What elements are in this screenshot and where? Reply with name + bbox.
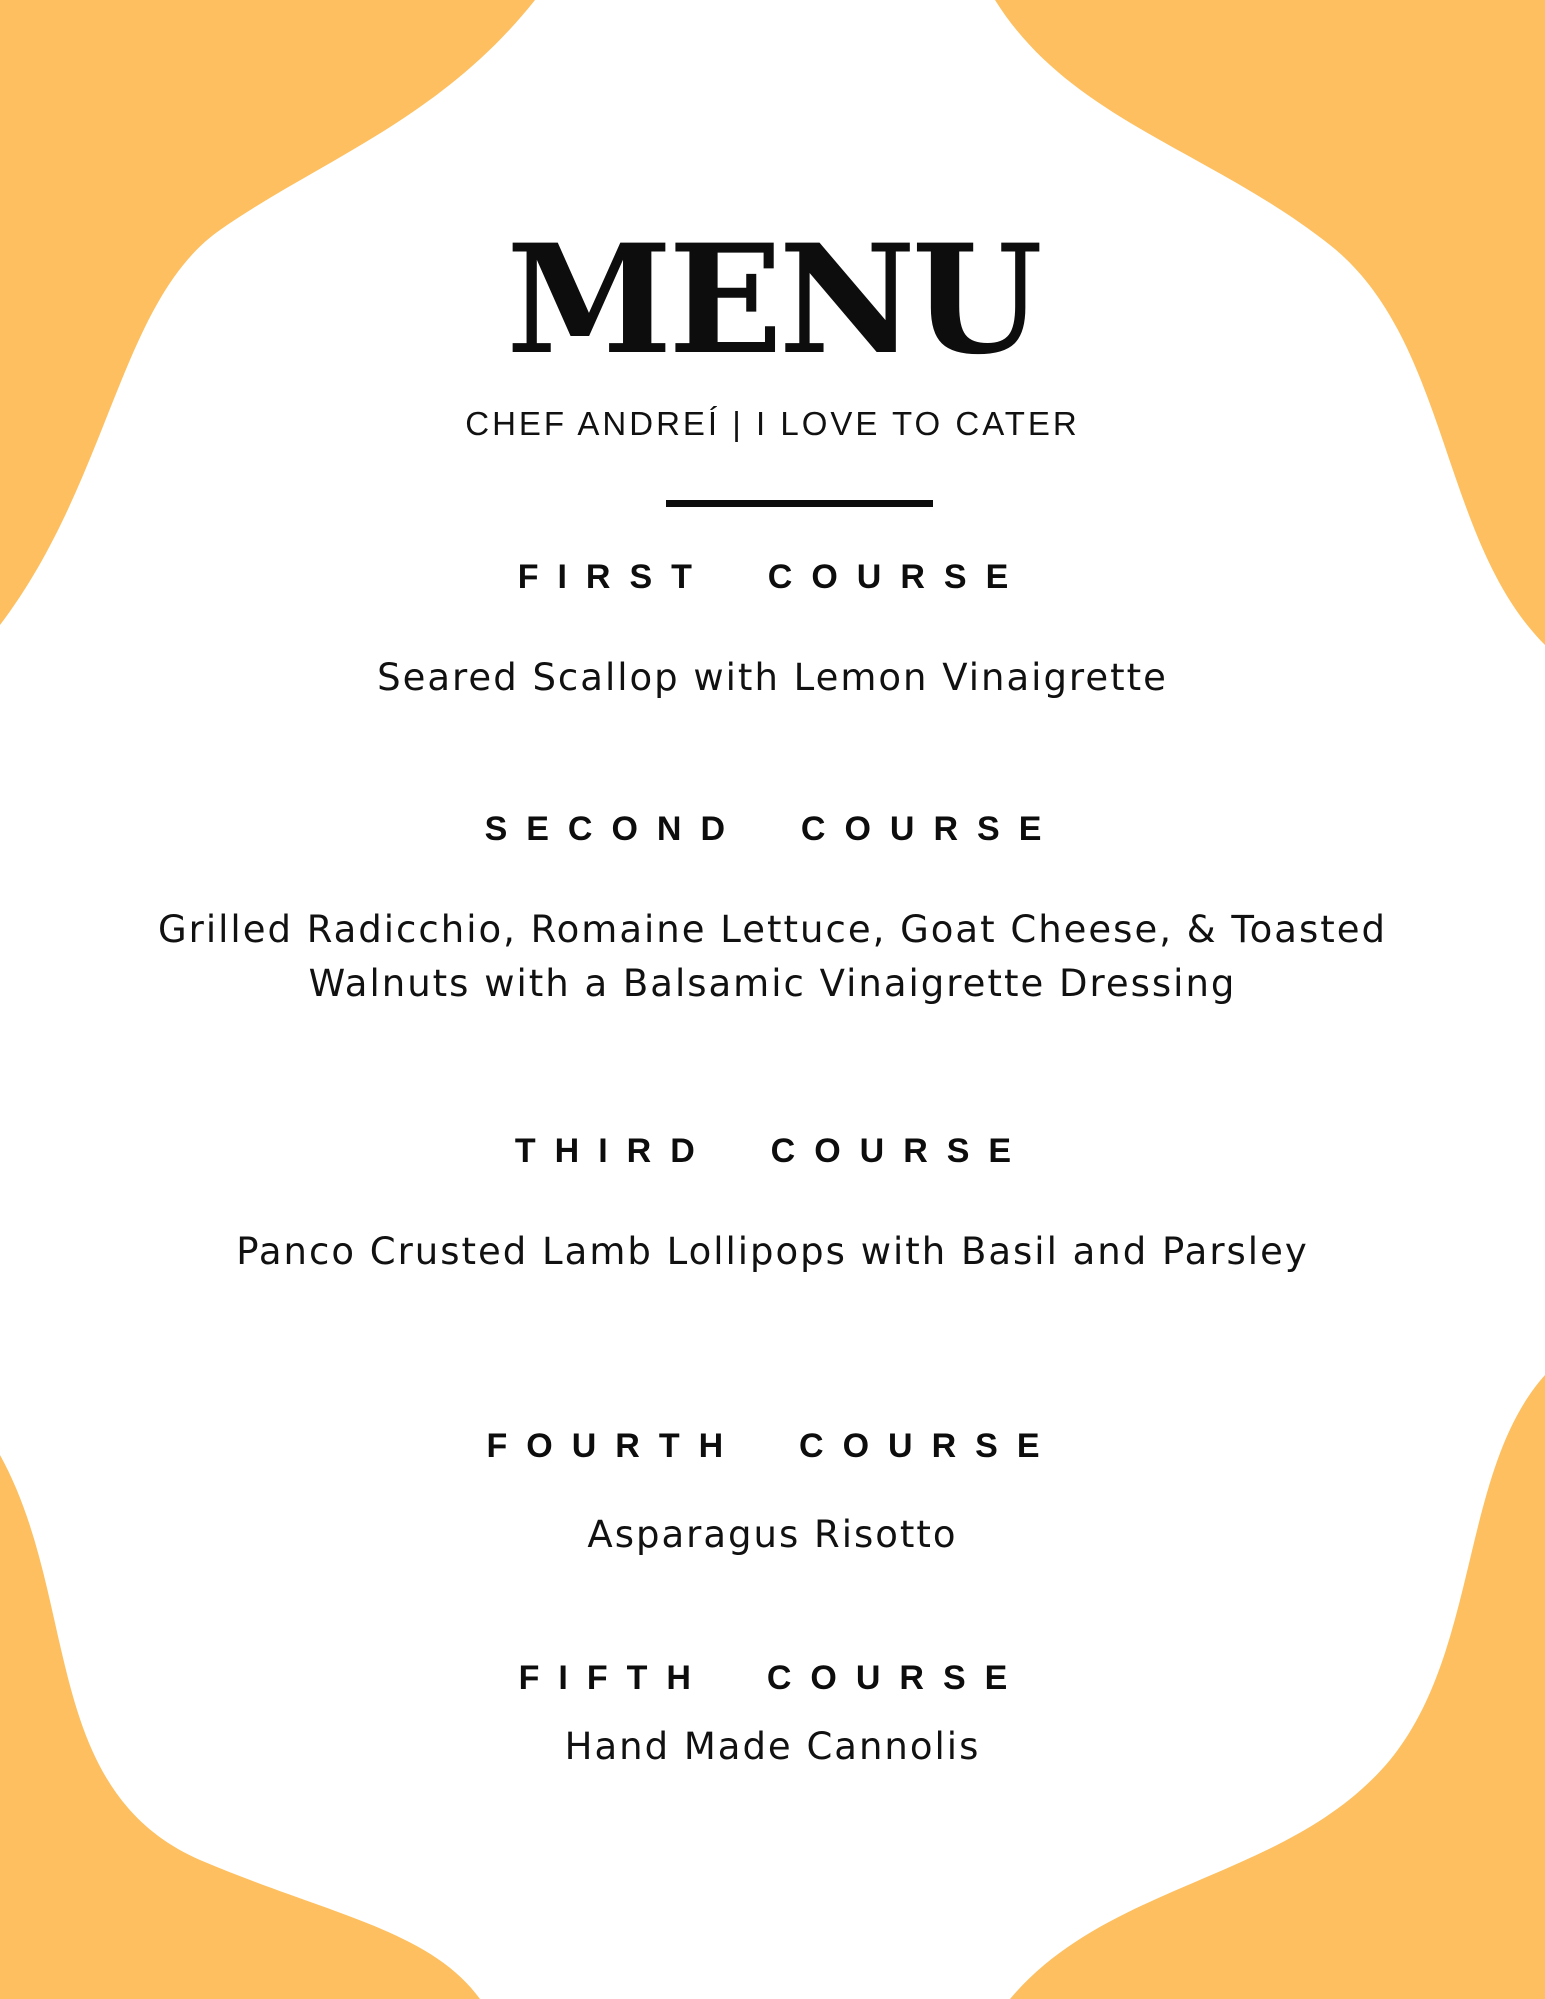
course-heading-second: SECOND COURSE [484, 810, 1061, 848]
course-dish-first: Seared Scallop with Lemon Vinaigrette [377, 656, 1168, 699]
course-heading-fourth: FOURTH COURSE [486, 1427, 1059, 1465]
course-dish-fourth: Asparagus Risotto [587, 1513, 958, 1556]
course-heading-fifth: FIFTH COURSE [518, 1659, 1027, 1697]
page-subtitle: CHEF ANDREÍ | I LOVE TO CATER [465, 405, 1080, 442]
course-heading-first: FIRST COURSE [517, 558, 1028, 596]
course-heading-third: THIRD COURSE [514, 1132, 1031, 1170]
course-dish-second: Grilled Radicchio, Romaine Lettuce, Goat Cheese, & Toasted Walnuts with a Balsamic Vinaigrette Dressing [157, 908, 1388, 1005]
title-divider [666, 500, 933, 507]
page-title: MENU [506, 212, 1039, 388]
course-dish-fifth: Hand Made Cannolis [564, 1725, 981, 1768]
course-dish-third: Panco Crusted Lamb Lollipops with Basil and Parsley [236, 1230, 1309, 1273]
